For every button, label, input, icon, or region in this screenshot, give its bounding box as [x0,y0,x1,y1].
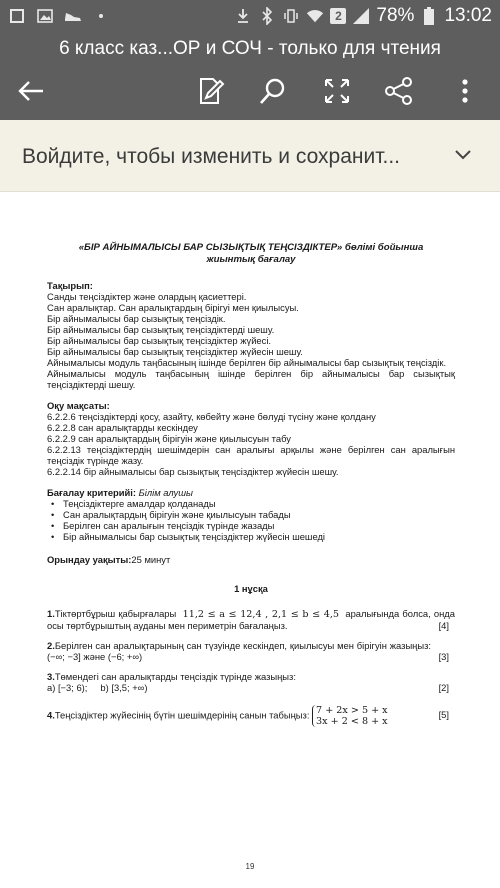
document-heading [47,242,455,266]
question-points: [3] [438,651,449,662]
sim-badge: 2 [330,8,346,24]
document-title: 6 класс каз...ОР и СОЧ - только для чтения [59,38,441,59]
system-line-2: 3x + 2 < 8 + x [316,716,388,727]
goals-section [47,400,455,477]
share-icon[interactable] [384,76,414,106]
variant-title: 1 нұсқа [234,583,268,594]
question-number: 3. [47,671,55,682]
fullscreen-icon[interactable] [322,76,352,106]
question-points: [2] [438,682,449,693]
heading-line-2: жиынтық бағалау [206,254,296,265]
vibrate-icon [282,6,300,26]
chevron-down-icon[interactable] [454,146,472,164]
question-3 [47,671,455,693]
back-arrow-icon[interactable] [16,76,46,106]
signin-banner[interactable] [0,120,500,192]
goals-heading: Оқу мақсаты: [47,400,110,411]
goal-line: 6.2.2.9 сан аралықтардың бірігуін және қиылысуын табу [47,433,291,444]
status-left-icons [8,7,110,25]
goal-line: 6.2.2.6 теңсіздіктерді қосу, азайту, көбейту және бөлуді түсіну және қолдану [47,411,376,422]
criteria-item: • Теңсіздіктерге амалдар қолданады [47,498,455,509]
topic-heading: Тақырып: [47,280,93,291]
criteria-section [47,487,455,542]
criteria-heading: Бағалау критерийі: [47,487,137,498]
status-right-icons [234,5,492,27]
app-notification-icon [8,7,26,25]
duration-label: Орындау уақыты: [47,554,132,565]
inequality-system [312,705,388,727]
document-content [47,242,455,736]
bluetooth-icon [258,6,276,26]
shoe-icon [64,7,82,25]
topic-section [47,280,455,390]
goal-line: 6.2.2.8 сан аралықтарды кескіндеу [47,422,198,433]
question-text: Теңсіздіктер жүйесінің бүтін шешімдерінің санын табыңыз: [54,709,310,721]
duration-line [47,554,455,565]
topic-line: Бір айнымалысы бар сызықтық теңсіздіктер жүйесі. [47,335,272,346]
topic-line: Бір айнымалысы бар сызықтық теңсіздік. [47,313,226,324]
topic-line: Бір айнымалысы бар сызықтық теңсіздіктер жүйесін шешу. [47,346,303,357]
criteria-subheading: Білім алушы [138,487,193,498]
topic-line: Санды теңсіздіктер және олардың қасиеттері. [47,291,247,302]
question-points: [4] [438,620,449,631]
question-text: Берілген сан аралықтарының сан түзуінде кескіндеп, қиылысуы мен бірігуін жазыңыз: (−∞; −3] және (−6; +∞) [47,640,431,662]
search-icon[interactable] [258,76,288,106]
status-bar [0,0,500,34]
battery-icon [420,6,438,26]
question-option-b: b) [3,5; +∞) [100,682,148,693]
question-text: Төмендегі сан аралықтарды теңсіздік түрінде жазыңыз: [54,671,296,682]
question-text: Тіктөртбұрыш қабырғалары [54,608,177,619]
edit-document-icon[interactable] [196,76,226,106]
question-number: 4. [47,709,55,721]
question-number: 2. [47,640,55,651]
page-number: 19 [245,862,255,871]
question-points: [5] [438,709,449,720]
goal-line: 6.2.2.13 теңсіздіктердің шешімдерін сан аралығы арқылы және берілген сан аралығын теңсіздік түрінде жазу. [47,444,455,466]
heading-line-1: «БІР АЙНЫМАЛЫСЫ БАР СЫЗЫҚТЫҚ ТЕҢСІЗДІКТЕР» бөлімі бойынша [78,242,424,253]
question-option-a: a) [−3; 6); [47,682,88,693]
download-icon [234,6,252,26]
document-page[interactable] [0,192,500,888]
battery-percent: 78% [376,5,415,26]
duration-value: 25 минут [131,554,171,565]
gallery-icon [36,7,54,25]
more-options-icon[interactable] [450,76,480,106]
wifi-icon [306,6,324,26]
topic-line: Сан аралықтар. Сан аралықтардың бірігуі мен қиылысуы. [47,302,299,313]
topic-line: Бір айнымалысы бар сызықтық теңсіздіктерді шешу. [47,324,275,335]
topic-line: Айнымалысы модуль таңбасының ішінде берілген бір айнымалысы бар сызықтық теңсіздік. [47,357,447,368]
signin-banner-text: Войдите, чтобы изменить и сохранит... [22,145,401,168]
app-toolbar [0,34,500,120]
question-number: 1. [47,608,55,619]
system-line-1: 7 + 2x > 5 + x [316,705,388,716]
question-text: аралығында болса, онда осы төртбұрыштың ауданы мен периметрін бағалаңыз. [47,608,455,631]
goal-line: 6.2.2.14 бір айнымалысы бар сызықтық теңсіздіктер жүйесін шешу. [47,466,339,477]
question-math: 11,2 ≤ a ≤ 12,4 , 2,1 ≤ b ≤ 4,5 [182,609,340,620]
criteria-item: • Бір айнымалысы бар сызықтық теңсіздіктер жүйесін шешеді [47,531,455,542]
more-notifications-icon [92,7,110,25]
topic-line: Айнымалысы модуль таңбасының ішінде берілген бір айнымалысы бар сызықтық теңсіздіктерді шешу. [47,368,455,390]
criteria-item: • Берілген сан аралығын теңсіздік түрінде жазады [47,520,455,531]
criteria-item: • Сан аралықтардың бірігуін және қиылысуын табады [47,509,455,520]
signal-icon [352,6,370,26]
question-4 [47,705,455,727]
clock: 13:02 [444,5,492,26]
question-1 [47,608,455,631]
question-2 [47,640,455,662]
